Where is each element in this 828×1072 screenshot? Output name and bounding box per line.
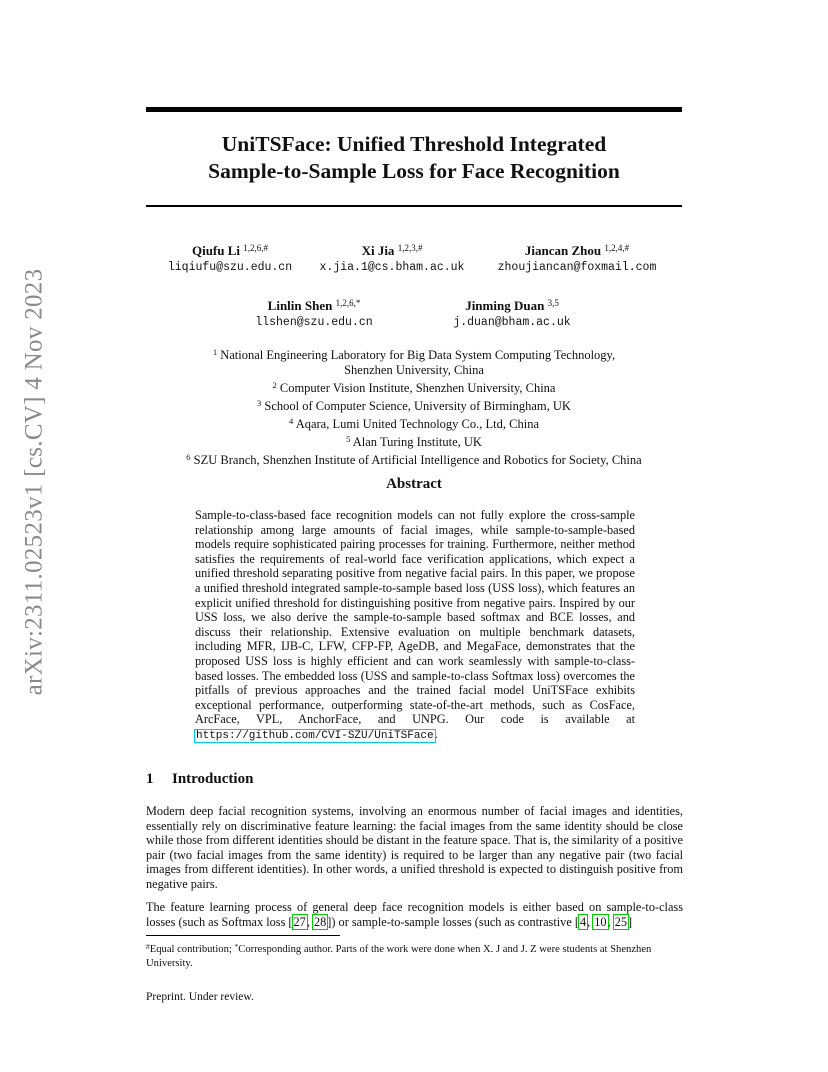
footnote xyxy=(146,940,683,970)
author-name: Linlin Shen xyxy=(267,298,333,313)
author-name: Xi Jia xyxy=(361,243,395,258)
author-affil-marks: 3,5 xyxy=(547,298,559,308)
affiliation-text: National Engineering Laboratory for Big Data System Computing Technology, xyxy=(220,348,616,362)
citation-link[interactable]: 10 xyxy=(594,914,607,929)
author-affil-marks: 1,2,4,# xyxy=(604,243,630,253)
citation-separator: , xyxy=(607,914,614,929)
author-email[interactable]: llshen@szu.edu.cn xyxy=(255,316,373,329)
arxiv-stamp xyxy=(14,268,54,696)
title-rule-top xyxy=(146,107,682,112)
affiliation-number: 5 xyxy=(346,434,351,444)
affiliations xyxy=(120,345,708,468)
section-heading xyxy=(146,771,253,788)
citation-separator: , xyxy=(306,914,313,929)
author-block xyxy=(204,295,424,331)
intro-paragraph-2 xyxy=(146,900,683,929)
author-block xyxy=(402,295,622,331)
affiliation-text: SZU Branch, Shenzhen Institute of Artificial Intelligence and Robotics for Society, China xyxy=(193,453,642,467)
author-name: Qiufu Li xyxy=(191,243,241,258)
affiliation-line xyxy=(120,396,708,414)
section-number: 1 xyxy=(146,771,154,787)
abstract-body xyxy=(195,508,635,744)
citation-link[interactable]: 27 xyxy=(293,914,306,929)
arxiv-stamp-text: arXiv:2311.02523v1 [cs.CV] 4 Nov 2023 xyxy=(20,268,47,696)
footnote-text: Equal contribution; xyxy=(149,944,235,955)
affiliation-number: 4 xyxy=(289,416,294,426)
abstract-text: Sample-to-class-based face recognition models can not fully explore the cross-sample relationship among large amounts of facial images, while sample-to-sample-based models require sophisticated pairing processes for training. Furthermore, neither method satisfies the requirements of real-world face verification applications, which expect a unified threshold separating positive from negative facial pairs. In this paper, we propose a unified threshold integrated sample-to-sample based loss (USS loss), which features an explicit unified threshold for distinguishing positive from negative pairs. Inspired by our USS loss, we also derive the sample-to-sample based softmax and BCE losses, and discuss their relationship. Extensive evaluation on multiple benchmark datasets, including MFR, IJB-C, LFW, CFP-FP, AgeDB, and MegaFace, demonstrates that the proposed USS loss is highly efficient and can work seamlessly with sample-to-class-based losses. The embedded loss (USS and sample-to-class Softmax loss) overcomes the pitfalls of previous approaches and the trained facial model UniTSFace exhibits exceptional performance, outperforming state-of-the-art methods, such as CosFace, ArcFace, VPL, AnchorFace, and UNPG. Our code is available at xyxy=(195,508,635,727)
paragraph-text: The feature learning process of general deep face recognition models is either based on sample-to-class losses (such as Softmax loss [ xyxy=(146,900,683,929)
title-line-2: Sample-to-Sample Loss for Face Recognition xyxy=(208,159,620,183)
citation-link[interactable]: 28 xyxy=(313,914,327,929)
author-affil-marks: 1,2,3,# xyxy=(397,243,423,253)
intro-paragraph-1: Modern deep facial recognition systems, involving an enormous number of facial images and identities, essentially rely on discriminative feature learning: the facial images from the same identity should be close while those from different identities should be distant in the feature space. That is, the similarity of a positive pair (two facial images from the same identity) is required to be larger than any negative pair (two facial images from different identities). In other words, a unified threshold is expected to distinguish positive from negative pairs. xyxy=(146,804,683,891)
affiliation-text: Alan Turing Institute, UK xyxy=(352,435,482,449)
affiliation-line xyxy=(120,450,708,468)
paragraph-text: ] xyxy=(628,914,633,929)
affiliation-line xyxy=(120,345,708,363)
paper-title xyxy=(146,131,682,185)
affiliation-line xyxy=(120,432,708,450)
affiliation-number: 3 xyxy=(257,398,262,408)
footnote-mark: # xyxy=(146,942,150,951)
footnote-mark: * xyxy=(234,942,239,951)
affiliation-text: Aqara, Lumi United Technology Co., Ltd, China xyxy=(295,417,539,431)
affiliation-line xyxy=(120,378,708,396)
affiliation-text: School of Computer Science, University of Birmingham, UK xyxy=(264,399,571,413)
section-title: Introduction xyxy=(172,771,254,787)
affiliation-line xyxy=(120,363,708,378)
author-block xyxy=(467,240,687,276)
affiliation-text: Computer Vision Institute, Shenzhen University, China xyxy=(279,381,556,395)
author-email[interactable]: j.duan@bham.ac.uk xyxy=(453,316,571,329)
author-email[interactable]: liqiufu@szu.edu.cn xyxy=(167,261,293,274)
author-name: Jinming Duan xyxy=(465,298,545,313)
citation-separator: , xyxy=(587,914,594,929)
author-email[interactable]: zhoujiancan@foxmail.com xyxy=(497,261,657,274)
citation-link[interactable]: 4 xyxy=(579,914,587,929)
author-name: Jiancan Zhou xyxy=(524,243,602,258)
author-affil-marks: 1,2,6,# xyxy=(243,243,269,253)
abstract-end: . xyxy=(434,726,438,741)
affiliation-text: Shenzhen University, China xyxy=(344,363,484,377)
affiliation-number: 1 xyxy=(212,347,218,357)
author-affil-marks: 1,2,6,* xyxy=(335,298,361,308)
abstract-heading: Abstract xyxy=(386,476,442,492)
title-line-1: UniTSFace: Unified Threshold Integrated xyxy=(221,132,607,156)
affiliation-line xyxy=(120,414,708,432)
paragraph-text: ]) or sample-to-sample losses (such as contrastive [ xyxy=(327,914,579,929)
footnote-text: Corresponding author. Parts of the work were done when X. J and J. Z were students at Shenzhen University. xyxy=(146,944,652,969)
footnote-rule xyxy=(146,935,340,936)
code-link[interactable]: https://github.com/CVI-SZU/UniTSFace xyxy=(196,729,434,742)
author-email[interactable]: x.jia.1@cs.bham.ac.uk xyxy=(319,261,465,274)
preprint-note: Preprint. Under review. xyxy=(146,991,254,1003)
affiliation-number: 6 xyxy=(186,452,191,462)
citation-link[interactable]: 25 xyxy=(614,914,628,929)
affiliation-number: 2 xyxy=(272,380,277,390)
title-rule-bottom xyxy=(146,205,682,207)
